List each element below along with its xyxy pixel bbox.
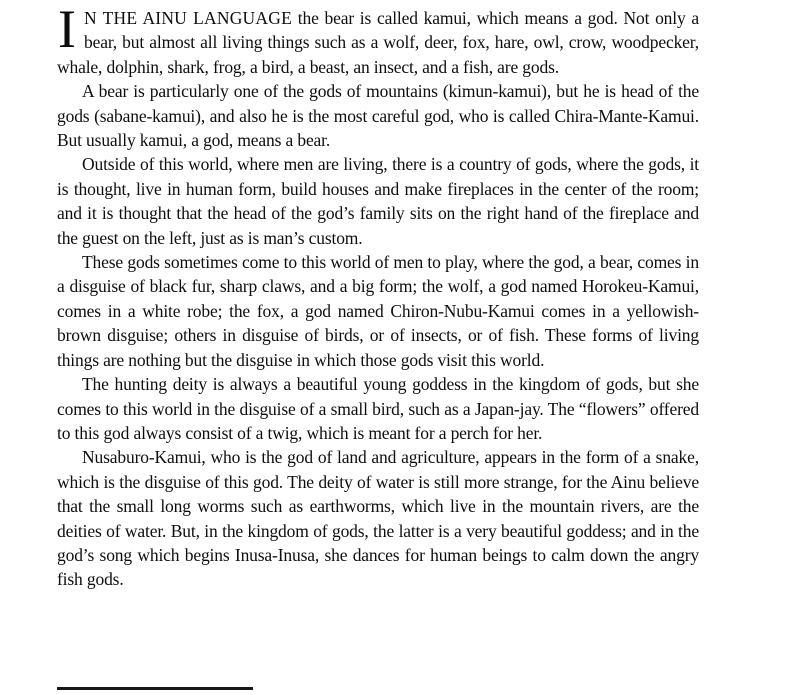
opening-paragraph-text: the bear is called kamui, which means a god. Not only a bear, but almost all living things such as a wolf, deer, fox, hare, owl, crow, woodpecker, whale, dolphin, shark, frog, a bird, a beast, an insect, and a fish, are gods. — [57, 8, 700, 77]
paragraph-hunting-deity: The hunting deity is always a beautiful young goddess in the kingdom of gods, but she comes to this world in the disguise of a small bird, such as a Japan-jay. The “flowers” offered to this god always consist of a twig, which is meant for a perch for her. — [57, 374, 699, 443]
lead-in-caps: N THE AINU LANGUAGE — [83, 8, 292, 28]
paragraph-bear-gods: A bear is particularly one of the gods of mountains (kimun-kamui), but he is head of the gods (sabane-kamui), and also he is the most careful god, who is called Chira-Mante-Kamui. But usually kamui, a god, means a bear. — [57, 81, 699, 151]
opening-paragraph — [57, 0, 700, 79]
drop-cap-initial: I — [58, 0, 76, 59]
footnote-separator-rule — [57, 687, 253, 690]
paragraph-country-of-gods: Outside of this world, where men are living, there is a country of gods, where the gods, it is thought, live in human form, build houses and make fireplaces in the center of the room; and it is thought that the head of the god’s family sits on the right hand of the fireplace and the guest on the left, just as is man’s custom. — [57, 154, 699, 248]
text-block — [57, 0, 700, 592]
paragraph-disguises: These gods sometimes come to this world of men to play, where the god, a bear, comes in a disguise of black fur, sharp claws, and a big form; the wolf, a god named Horokeu-Kamui, comes in a white robe; the fox, a god named Chiron-Nubu-Kamui comes in a yellowish-brown disguise; others in disguise of birds, or of insects, or of fish. These forms of living things are nothing but the disguise in which those gods visit this world. — [57, 252, 699, 370]
paragraph-nusaburo-kamui: Nusaburo-Kamui, who is the god of land and agriculture, appears in the form of a snake, which is the disguise of this god. The deity of water is still more strange, for the Ainu believe that the small long worms such as earthworms, which live in the mountain rivers, are the deities of water. But, in the kingdom of gods, the latter is a very beautiful goddess; and in the god’s song which begins Inusa-Inusa, she dances for human beings to calm down the angry fish gods. — [57, 447, 699, 590]
